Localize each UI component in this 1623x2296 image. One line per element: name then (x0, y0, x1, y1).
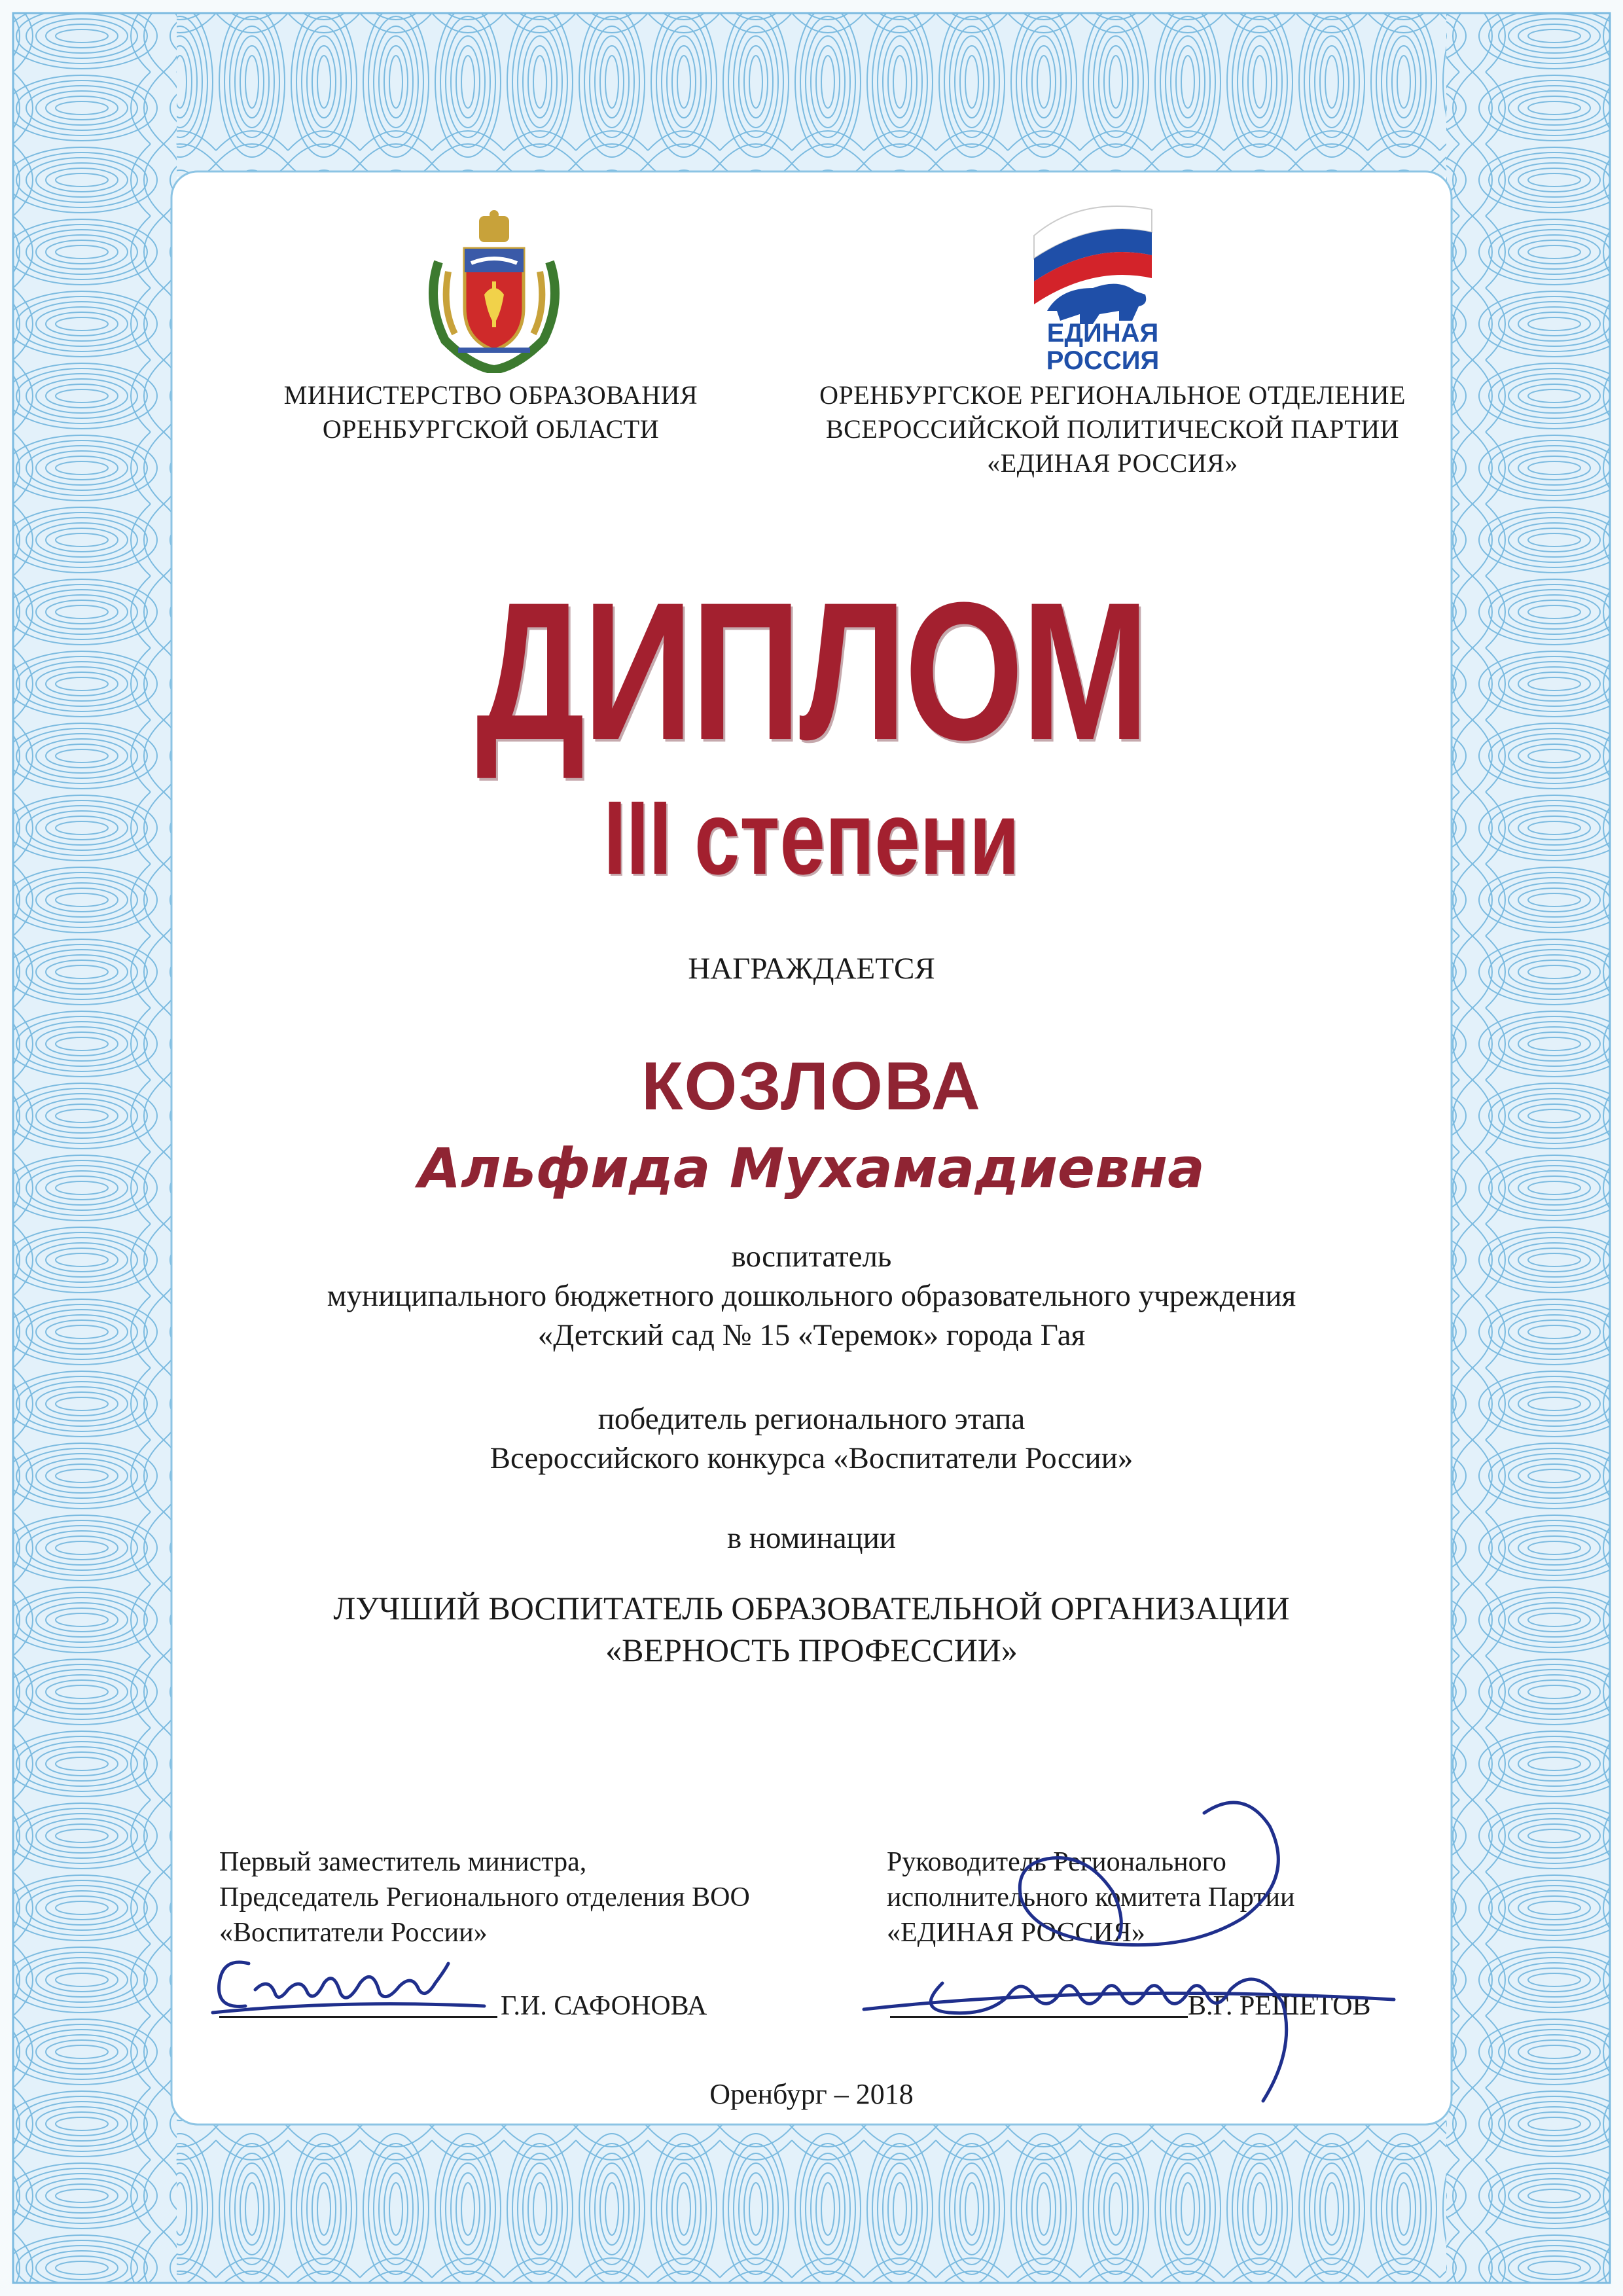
achievement (0, 1399, 1623, 1478)
position-line: муниципального бюджетного дошкольного образовательного учреждения (327, 1279, 1296, 1313)
place-date: Оренбург – 2018 (709, 2078, 914, 2110)
party-logo-text-line: РОССИЯ (1046, 346, 1160, 375)
left-signatory-name: Г.И. САФОНОВА (501, 1991, 707, 2021)
left-handwritten-signature (209, 1937, 491, 2029)
party-logo-text (1021, 319, 1185, 374)
diploma-title: ДИПЛОМ (476, 561, 1147, 781)
orenburg-coat-of-arms-icon (419, 209, 569, 373)
awardee-given-names: Альфида Мухамадиевна (418, 1136, 1205, 1200)
party-branch-name (785, 378, 1440, 480)
achievement-line: победитель регионального этапа (597, 1402, 1026, 1436)
nomination-title-line: ЛУЧШИЙ ВОСПИТАТЕЛЬ ОБРАЗОВАТЕЛЬНОЙ ОРГАНИЗАЦИИ (333, 1590, 1290, 1626)
diploma-degree: III степени (603, 779, 1020, 896)
party-logo-text-line: ЕДИНАЯ (1046, 319, 1159, 348)
position-line: «Детский сад № 15 «Теремок» города Гая (537, 1318, 1086, 1352)
left-signatory-title (219, 1844, 874, 1950)
party-branch-name-line: ОРЕНБУРГСКОЕ РЕГИОНАЛЬНОЕ ОТДЕЛЕНИЕ (819, 380, 1406, 410)
nomination-title-line: «ВЕРНОСТЬ ПРОФЕССИИ» (605, 1632, 1018, 1668)
nomination-title (0, 1587, 1623, 1671)
right-signatory-title-line: Руководитель Регионального (887, 1847, 1226, 1877)
ministry-name-line: МИНИСТЕРСТВО ОБРАЗОВАНИЯ (283, 380, 698, 410)
right-signatory-name: В.Г. РЕШЕТОВ (1188, 1991, 1371, 2021)
party-branch-name-line: «ЕДИНАЯ РОССИЯ» (987, 448, 1238, 478)
nomination-label: в номинации (726, 1521, 897, 1555)
ministry-name (262, 378, 720, 446)
awarded-label: НАГРАЖДАЕТСЯ (688, 952, 935, 986)
right-signatory-title-line: исполнительного комитета Партии (887, 1882, 1295, 1912)
position-line: воспитатель (731, 1240, 892, 1274)
awardee-position (0, 1237, 1623, 1355)
left-signatory-title-line: Первый заместитель министра, (219, 1847, 587, 1877)
right-signatory-title-line: «ЕДИНАЯ РОССИЯ» (887, 1918, 1145, 1948)
left-signatory-title-line: «Воспитатели России» (219, 1918, 488, 1948)
awardee-surname: КОЗЛОВА (641, 1049, 982, 1124)
achievement-line: Всероссийского конкурса «Воспитатели России» (490, 1441, 1133, 1475)
ministry-name-line: ОРЕНБУРГСКОЙ ОБЛАСТИ (322, 414, 660, 444)
right-handwritten-signature (838, 1787, 1427, 2114)
left-signatory-title-line: Председатель Регионального отделения ВОО (219, 1882, 750, 1912)
party-branch-name-line: ВСЕРОССИЙСКОЙ ПОЛИТИЧЕСКОЙ ПАРТИИ (825, 414, 1400, 444)
